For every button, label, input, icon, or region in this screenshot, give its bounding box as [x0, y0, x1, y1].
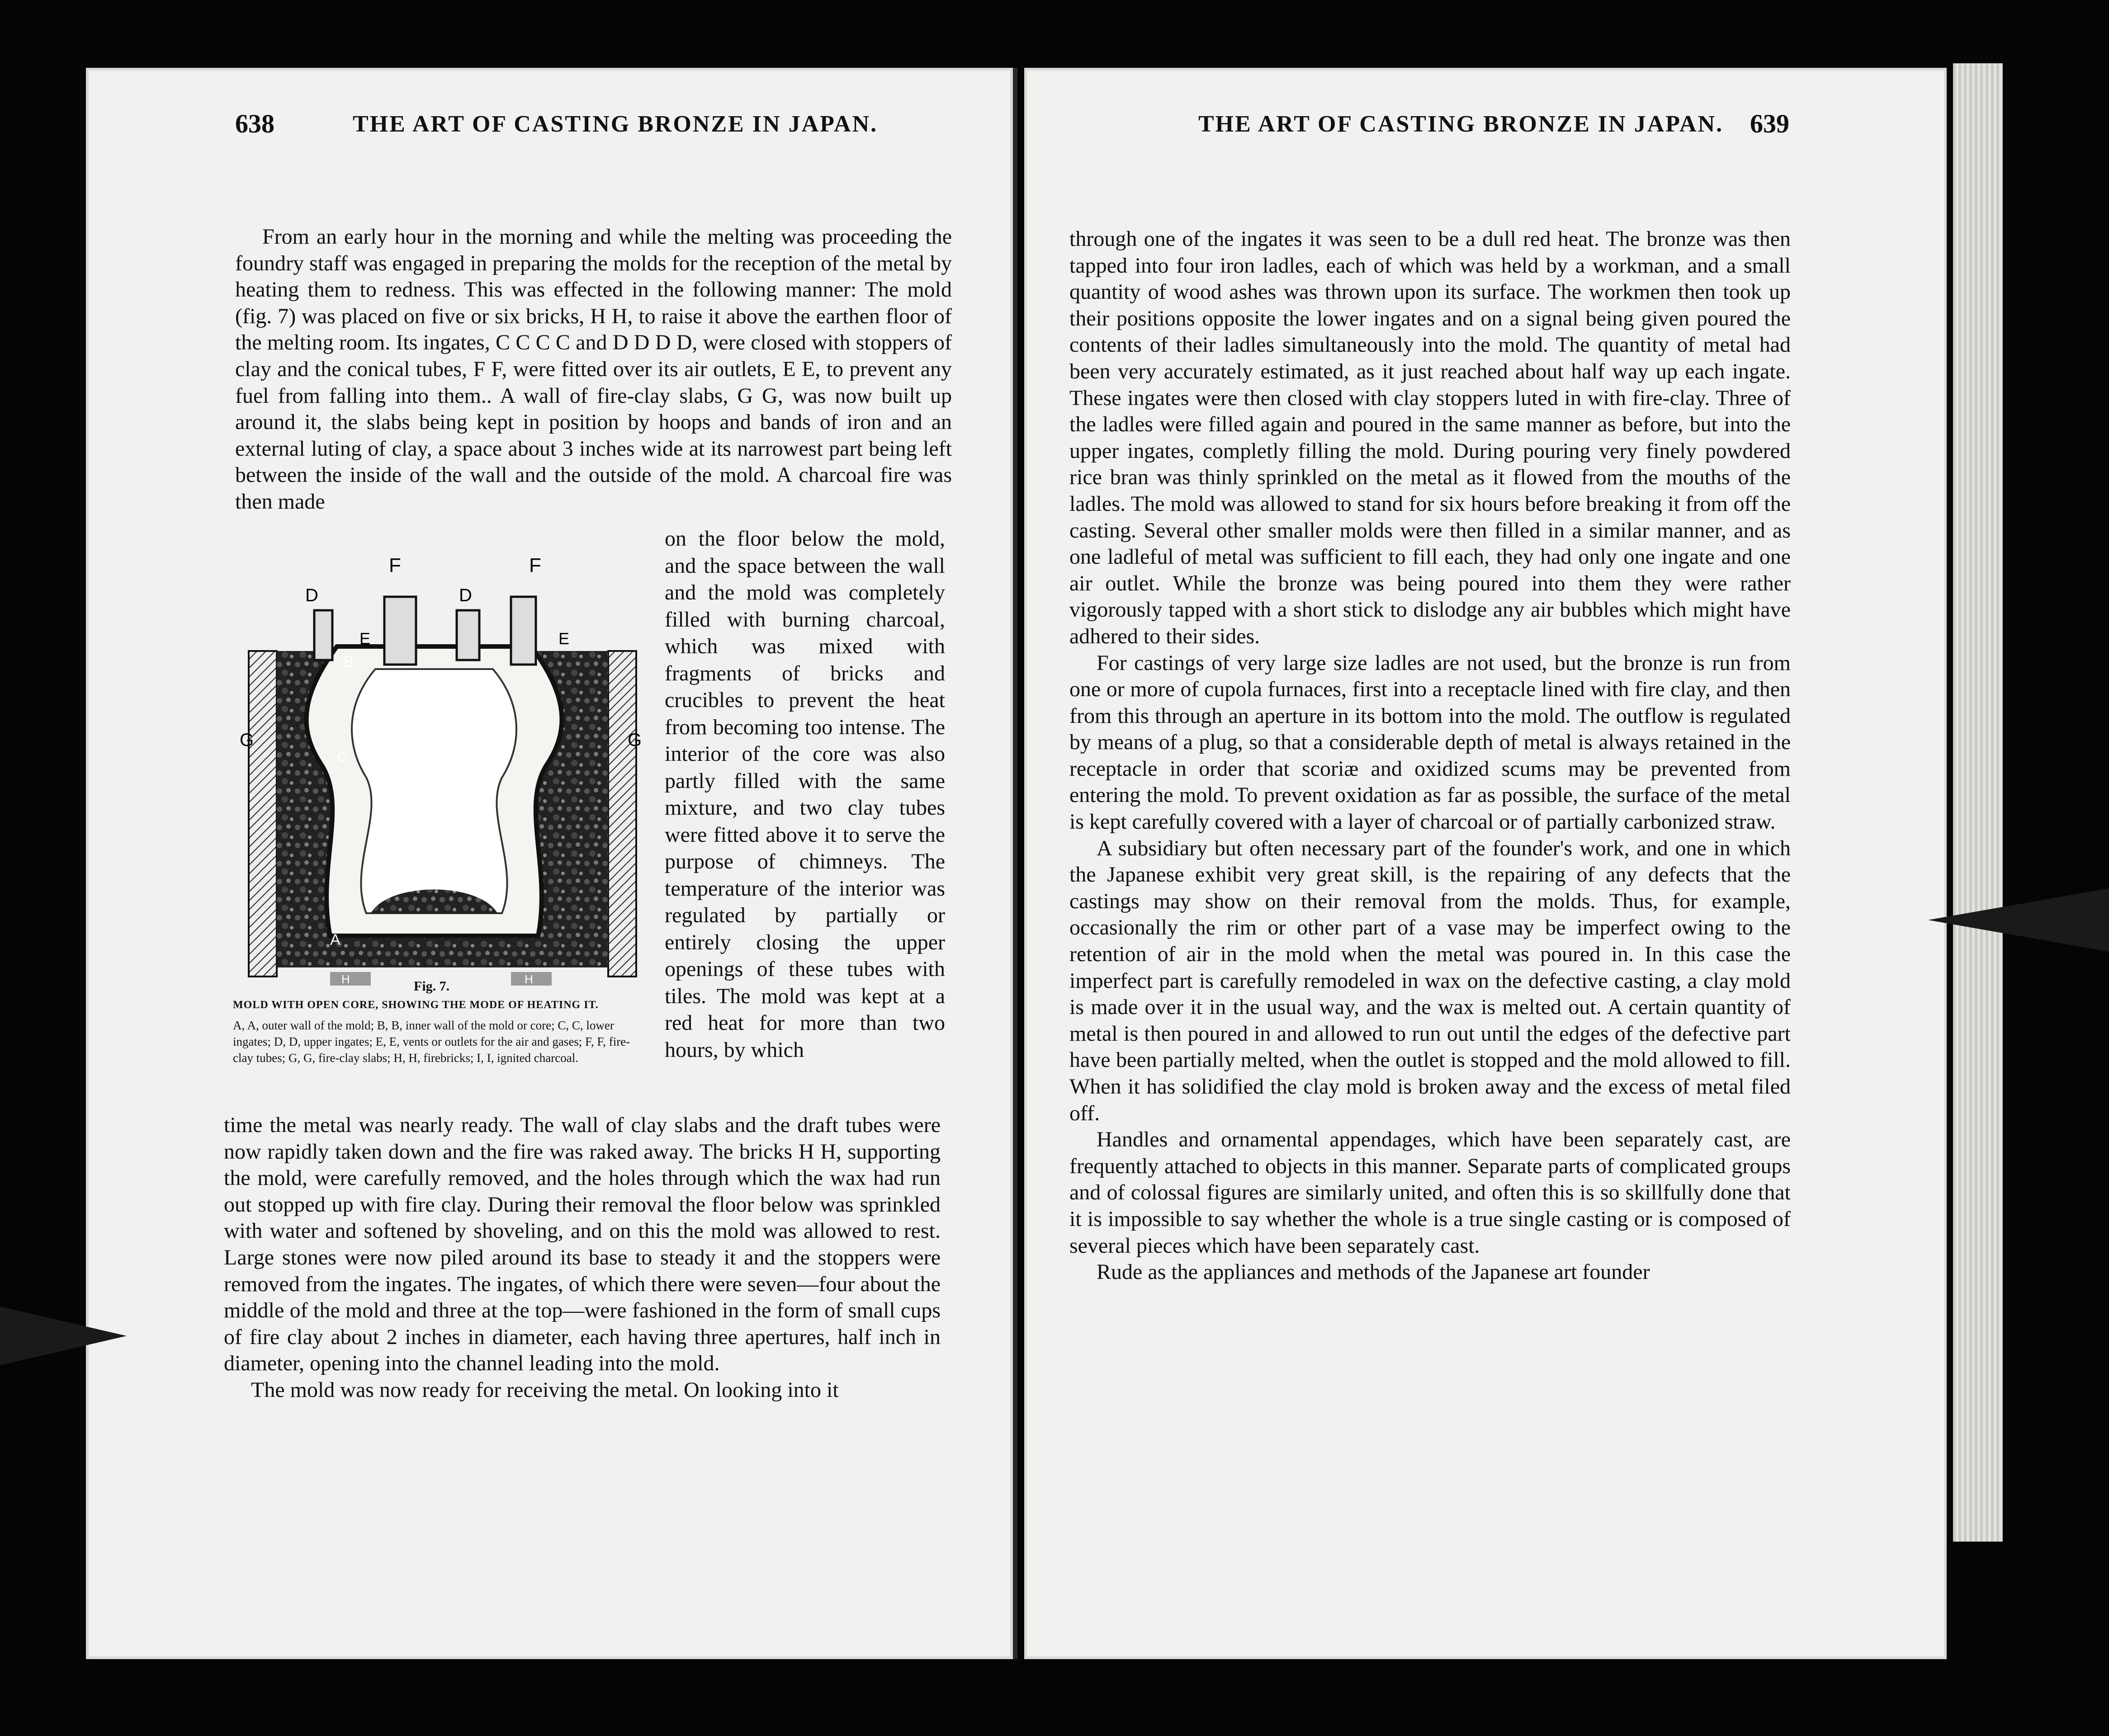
- figure-7-mold-diagram: [240, 552, 642, 990]
- page-weight-left: [0, 1307, 127, 1365]
- right-page-number: 639: [1750, 109, 1789, 138]
- figure-legend: A, A, outer wall of the mold; B, B, inner wall of the mold or core; C, C, lower ingates; D, D, upper ingates; E, E, vents or outlets for the air and gases; F, F, fire-clay tubes; G, G, fire-clay slabs; H, H, firebricks; I, I, ignited charcoal.: [233, 1019, 630, 1065]
- right-paragraph-2: For castings of very large size ladles are not used, but the bronze is run from one or more of cupola furnaces, first into a receptacle lined with fire clay, and then from this through an aperture in its bottom into the mold. The outflow is regulated by means of a plug, so that a considerable depth of metal is always retained in the receptacle in order that scoriæ and oxidized scums may be prevented from entering the mold. To prevent oxidation as far as possible, the surface of the metal is kept carefully covered with a layer of charcoal or of partially carbonized straw.: [1069, 651, 1791, 834]
- right-paragraph-4: Handles and ornamental appendages, which have been separately cast, are frequently attached to objects in this manner. Separate parts of complicated groups and of colossal figures are similarly united, and often this is so skillfully done that it is impossible to say whether the whole is a true single casting or is composed of several pieces which have been separately cast.: [1069, 1127, 1791, 1258]
- figure-caption: MOLD WITH OPEN CORE, SHOWING THE MODE OF HEATING IT.: [233, 999, 599, 1011]
- right-paragraph-3: A subsidiary but often necessary part of the founder's work, and one in which the Japanese exhibit very great skill, is the repairing of any defects that the castings may show on their removal from the molds. Thus, for example, occasionally the rim or other part of a vase may be imperfect owing to the retention of air in the mold when the metal was poured in. In this case the imperfect part is carefully remodeled in wax on the defective casting, a clay mold is made over it in the usual way, and the wax is melted out. A certain quantity of metal is then poured in and allowed to run out until the edges of the defective part have been partially melted, when the outlet is stopped and the mold allowed to fill. When it has solidified the clay mold is broken away and the excess of metal filed off.: [1069, 836, 1791, 1125]
- label-h-right: H: [525, 972, 533, 986]
- left-page-number: 638: [235, 109, 274, 138]
- right-paragraph-cont: through one of the ingates it was seen to be a dull red heat. The bronze was then tapped into four iron ladles, each of which was held by a workman, and a small quantity of wood ashes was thrown upon its surface. The workmen then took up their positions opposite the lower ingates and on a signal being given poured the contents of their ladles simultaneously into the mold. The quantity of metal had been very accurately estimated, as it just reached about half way up each ingate. These ingates were then closed with clay stoppers luted in with fire-clay. Three of the ladles were filled again and poured in the same manner as before, but into the upper ingates, completly filling the mold. During pouring very finely powdered rice bran was thinly sprinkled on the metal as it flowed from the mouths of the ladles. The mold was allowed to stand for six hours before breaking it from off the casting. Several other smaller molds were then filled in a similar manner, and as one ladleful of metal was sufficient to fill each, they had only one ingate and one air outlet. While the bronze was being poured into them they were rather vigorously tapped with a short stick to dislodge any air bubbles which might have adhered to their sides.: [1069, 227, 1791, 648]
- left-para1-after: [224, 1112, 941, 1404]
- left-paragraph-2: The mold was now ready for receiving the metal. On looking into it: [251, 1377, 839, 1402]
- left-paragraph-1-cont: time the metal was nearly ready. The wall of clay slabs and the draft tubes were now rapidly taken down and the fire was raked away. The bricks H H, supporting the mold, were carefully removed, and the holes through which the wax had run out stopped up with fire clay. During their removal the floor below was sprinkled with water and softened by shoveling, and on this the mold was allowed to rest. Large stones were now piled around its base to steady it and the stoppers were removed from the ingates. The ingates, of which there were seven—four about the middle of the mold and three at the top—were fashioned in the form of small cups of fire clay about 2 inches in diameter, each having three apertures, half inch in diameter, opening into the channel leading into the mold.: [224, 1113, 941, 1376]
- label-d-right: D: [459, 585, 472, 605]
- label-g-right: G: [628, 730, 642, 750]
- right-paragraph-5: Rude as the appliances and methods of the Japanese art founder: [1097, 1260, 1650, 1284]
- label-f-left: F: [389, 554, 401, 576]
- label-d-left: D: [305, 585, 318, 605]
- right-running-head: THE ART OF CASTING BRONZE IN JAPAN.: [1198, 111, 1724, 137]
- label-a: A: [330, 931, 340, 948]
- left-running-head: THE ART OF CASTING BRONZE IN JAPAN.: [353, 111, 878, 137]
- left-para1-wrap: on the floor below the mold, and the space between the wall and the mold was completely filled with burning charcoal, which was mixed with fragments of bricks and crucibles to prevent the heat from becoming too intense. The interior of the core was also partly filled with the same mixture, and two clay tubes were fitted above it to serve the purpose of chimneys. The temperature of the interior was regulated by partially or entirely closing the upper openings of these tubes with tiles. The mold was kept at a red heat for more than two hours, by which: [665, 527, 945, 1062]
- label-e-left: E: [359, 629, 371, 648]
- left-paragraph-1: From an early hour in the morning and while the melting was proceeding the foundry staff was engaged in preparing the molds for the reception of the metal by heating them to redness. This was effected in the following manner: The mold (fig. 7) was placed on five or six bricks, H H, to raise it above the earthen floor of the melting room. Its ingates, C C C C and D D D D, were closed with stoppers of clay and the conical tubes, F F, were fitted over its air outlets, E E, to prevent any fuel from falling into them.. A wall of fire-clay slabs, G G, was now built up around it, the slabs being kept in position by hoops and bands of iron and an external luting of clay, a space about 3 inches wide at its narrowest part being left between the inside of the wall and the outside of the mold. A charcoal fire was then made: [235, 225, 952, 514]
- label-h-left: H: [341, 972, 350, 986]
- label-b: B: [344, 653, 354, 670]
- label-e-right: E: [558, 629, 570, 648]
- figure-number: Fig. 7.: [414, 979, 450, 994]
- label-c: C: [337, 750, 347, 765]
- label-g-left: G: [240, 730, 254, 750]
- label-f-right: F: [529, 554, 541, 576]
- right-text-block: [1069, 226, 1791, 1286]
- page-weight-right: [1928, 888, 2109, 952]
- left-para1-top: [235, 224, 952, 515]
- page-stack-edge: [1953, 63, 2003, 1542]
